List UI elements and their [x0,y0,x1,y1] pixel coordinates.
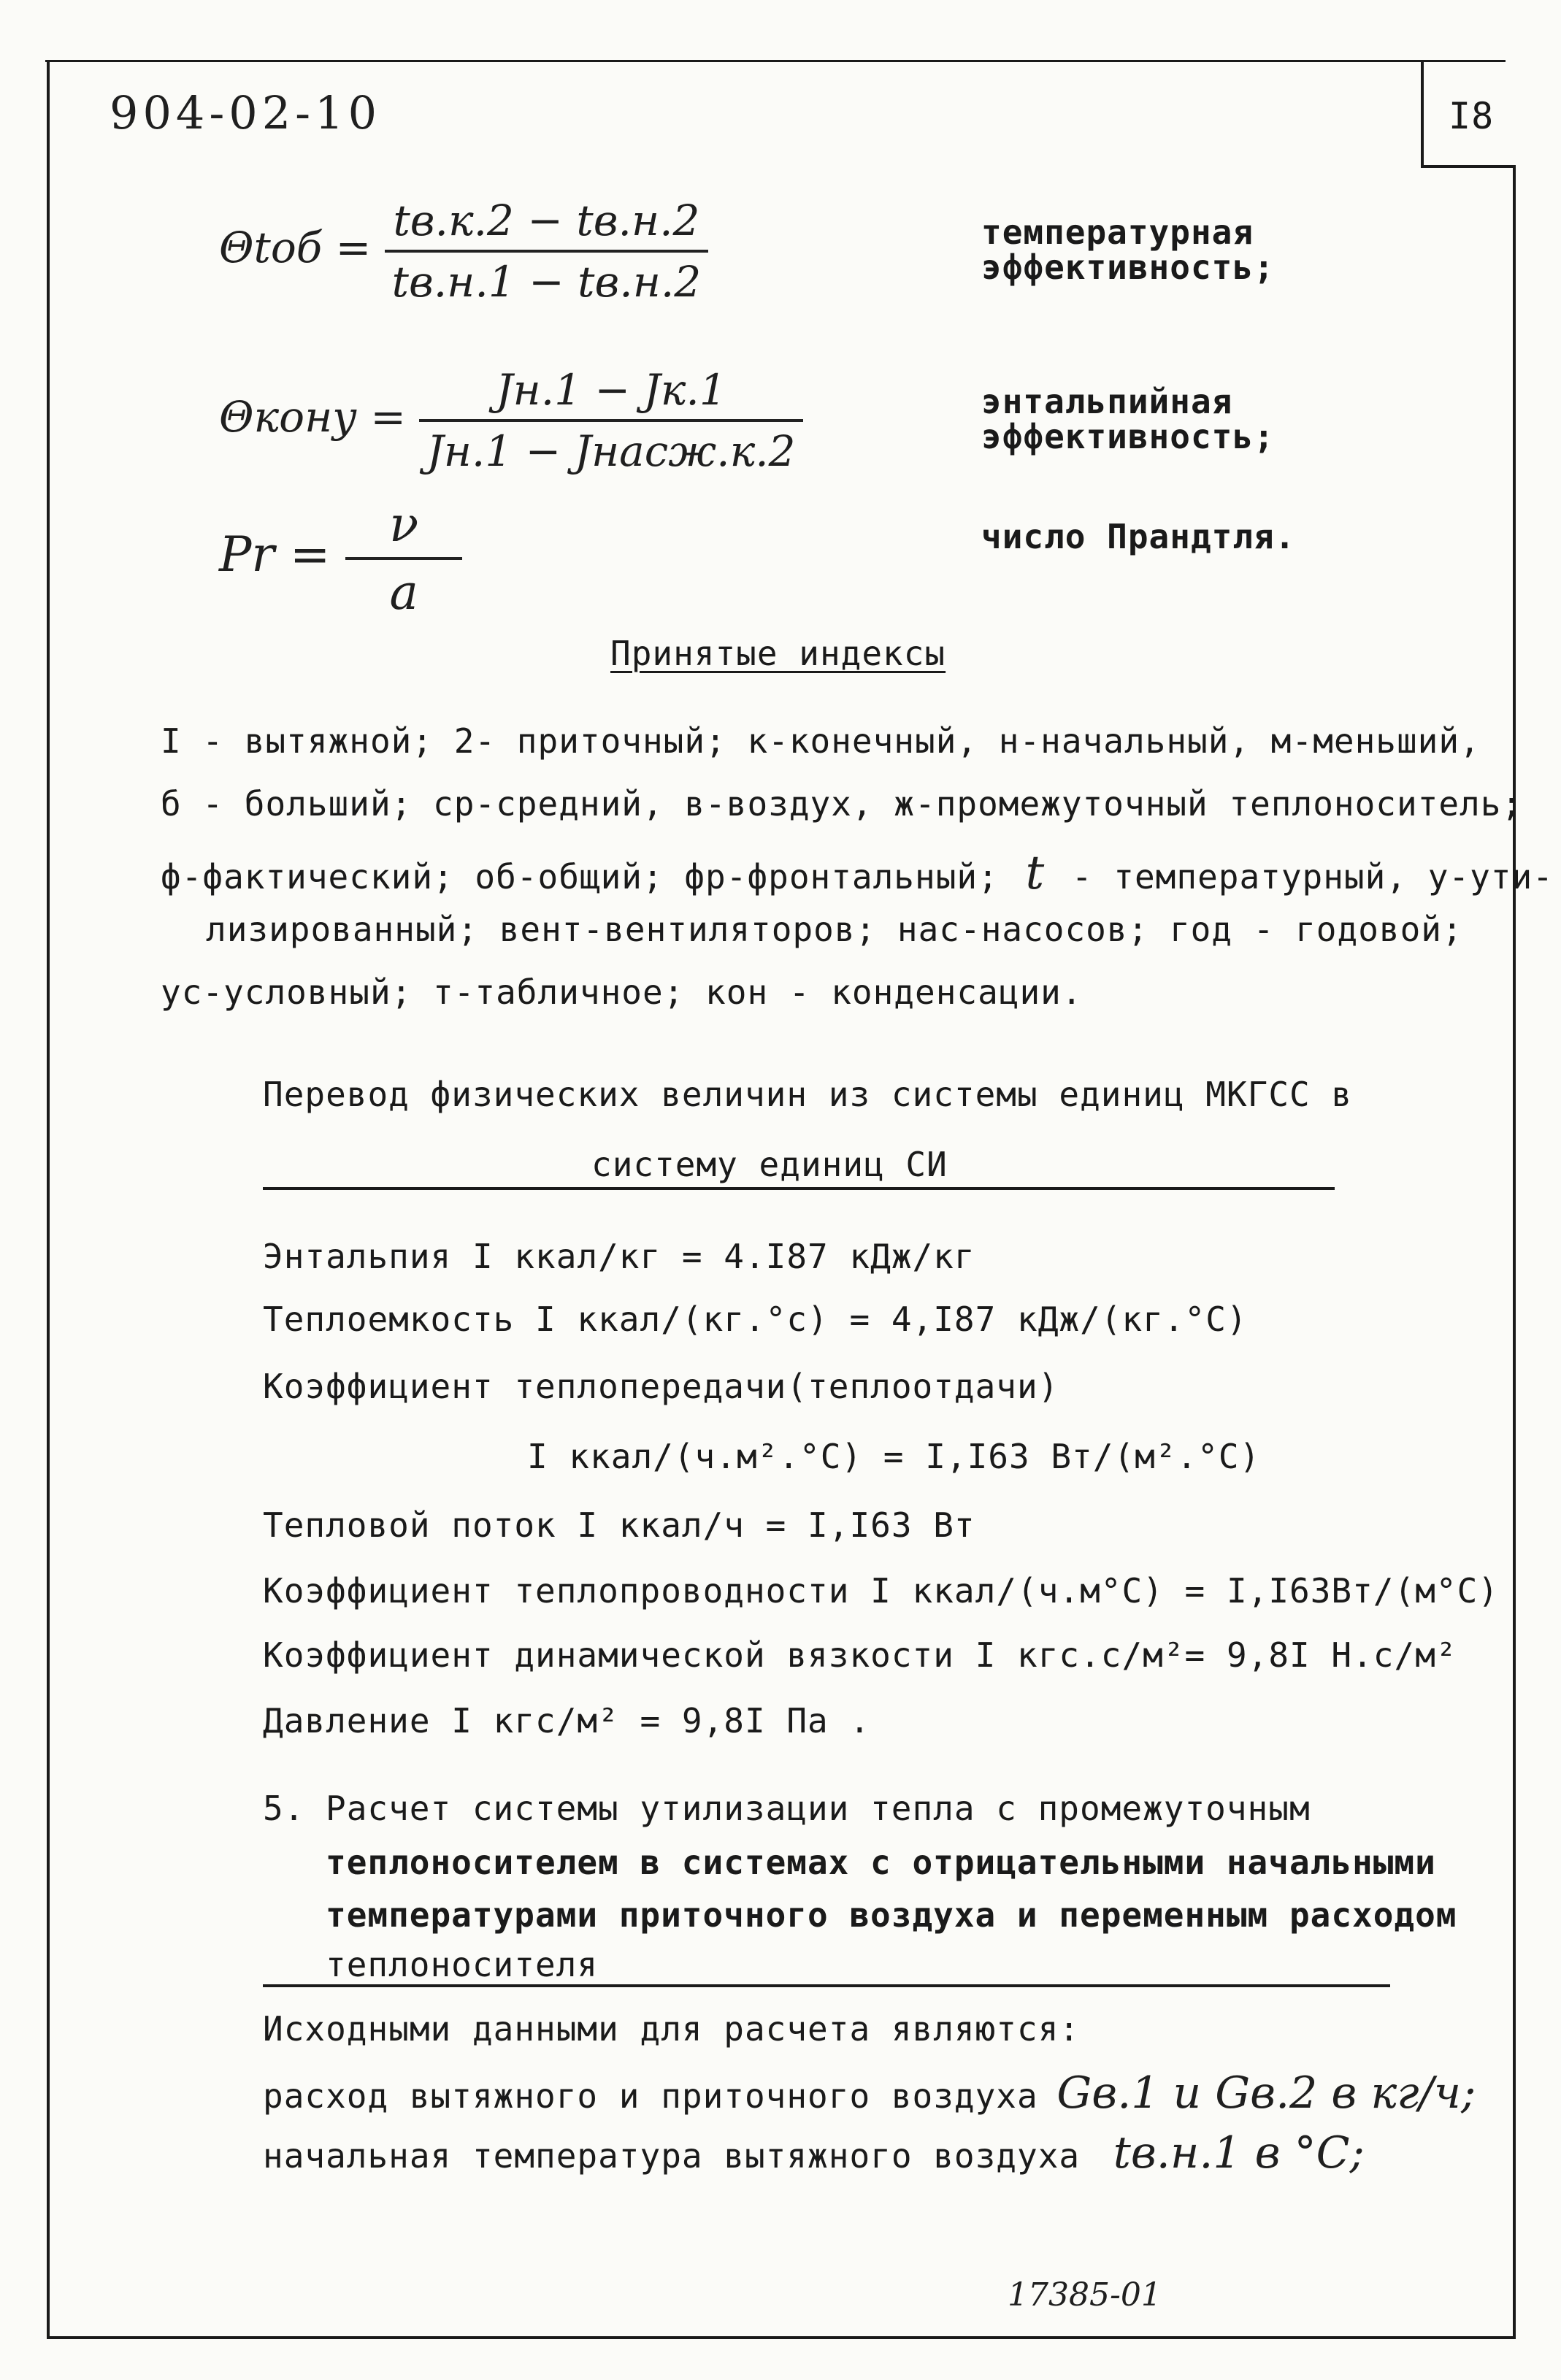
page-number-box [1421,61,1516,168]
conversion-row: Коэффициент теплопередачи(теплоотдачи) [263,1367,1059,1406]
handwritten-note: Gв.1 и Gв.2 в кг/ч; [1056,2068,1476,2119]
initial-data-line: расход вытяжного и приточного воздуха Gв.1 и Gв.2 в кг/ч; [263,2068,1476,2119]
frame-bottom [47,2336,1516,2339]
conversion-heading-line2: систему единиц СИ [591,1145,948,1184]
formula-enthalpy-efficiency: Θкону = $\frac{Jн.1 - Jк.1}{\text{Jн.1 − Jнасж.к.2}}$ [219,365,803,476]
conversion-row: Тепловой поток I ккал/ч = I,I63 Вт [263,1505,975,1545]
indices-line: ус-условный; т-табличное; кон - конденсации. [161,972,1083,1012]
initial-data-line: начальная температура вытяжного воздуха tв.н.1 в °С; [263,2127,1365,2179]
frame-left [47,60,50,2338]
formula-prandtl-number: Pr = $\frac{\nu}{a}$ [219,496,462,621]
formula-fraction [385,196,709,307]
formula-description: температурная эффективность; [981,212,1275,287]
indices-line: I - вытяжной; 2- приточный; к-конечный, н-начальный, м-меньший, [161,721,1481,761]
conversion-row: Теплоемкость I ккал/(кг.°с) = 4,I87 кДж/(кг.°С) [263,1300,1248,1339]
formula-numerator: ν [389,496,419,553]
section-title-line: Расчет системы утилизации тепла с промежуточным [326,1789,1311,1828]
conversion-row: Энтальпия I ккал/кг = 4.I87 кДж/кг [263,1237,975,1276]
formula-description: энтальпийная эффективность; [981,382,1275,456]
indices-line: б - больший; ср-средний, в-воздух, ж-промежуточный теплоноситель; [161,784,1523,824]
formula-numerator: tв.к.2 − tв.н.2 [393,196,700,245]
page-number: I8 [1449,95,1495,137]
formula-fraction [419,365,802,476]
conversion-row: Коэффициент динамической вязкости I кгс.с/м²= 9,8I Н.с/м² [263,1635,1457,1675]
conversion-row: Коэффициент теплопроводности I ккал/(ч.м°С) = I,I63Вт/(м°С) [263,1571,1499,1611]
frame-top [45,60,1506,62]
conversion-row: Давление I кгс/м² = 9,8I Па . [263,1701,871,1740]
section-title-line: теплоносителем в системах с отрицательными начальными [326,1843,1436,1882]
section-title-line: теплоносителя [326,1945,599,1984]
formula-lhs: Θкону [219,392,357,442]
doc-code: 904-02-10 [110,86,382,139]
formula-denominator: a [345,557,462,621]
indices-line: ф-фактический; об-общий; фр-фронтальный; t - температурный, у-ути- [161,846,1554,900]
formula-lhs: Θtоб [219,223,323,273]
indices-line: лизированный; вент-вентиляторов; нас-насосов; год - годовой; [206,910,1463,949]
formula-description: число Прандтля. [981,517,1296,556]
archive-stamp: 17385-01 [1008,2276,1162,2314]
formula-lhs: Pr [219,526,275,583]
initial-data-intro: Исходными данными для расчета являются: [263,2009,1081,2049]
formula-temperature-efficiency: Θtоб = $\frac{tв.к.2 - tв.н.2}{tв.н.1 - tв.н.2}$ [219,196,708,307]
conversion-heading-underline [263,1187,1335,1190]
section-title-underline [263,1984,1390,1987]
frame-right [1513,165,1516,2338]
indices-heading: Принятые индексы [610,634,946,673]
handwritten-note: tв.н.1 в °С; [1113,2127,1365,2179]
formula-denominator: tв.н.1 − tв.н.2 [385,250,709,307]
formula-numerator: Jн.1 − Jк.1 [496,365,726,415]
conversion-row: I ккал/(ч.м².°С) = I,I63 Вт/(м².°С) [527,1437,1261,1476]
formula-denominator: Jн.1 − Jнасж.к.2 [419,419,802,476]
conversion-heading: Перевод физических величин из системы единиц МКГСС в [263,1075,1353,1114]
section-title-line: температурами приточного воздуха и переменным расходом [326,1895,1457,1935]
section-number: 5. [263,1789,305,1828]
formula-fraction [345,496,462,621]
